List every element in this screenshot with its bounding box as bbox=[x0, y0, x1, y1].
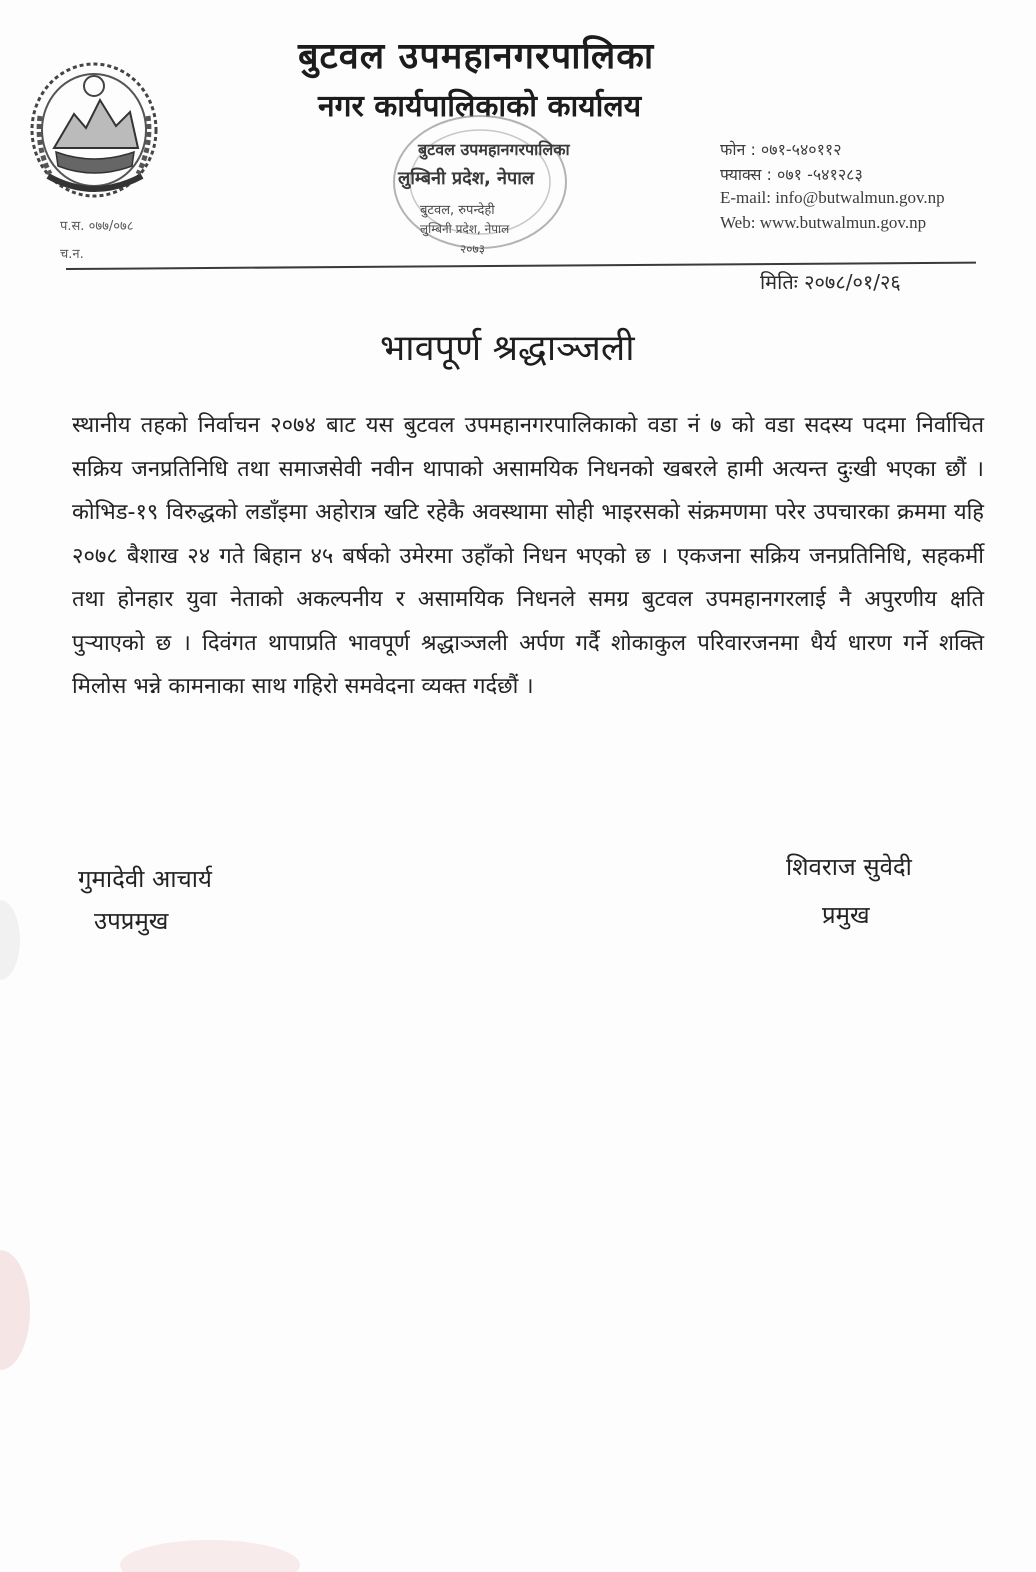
scan-smudge bbox=[0, 900, 20, 980]
mayor-title: प्रमुख bbox=[822, 901, 870, 929]
fax-number: फ्याक्स : ०७१ -५४१२८३ bbox=[720, 165, 863, 184]
stamp-text: २०७३ bbox=[460, 242, 485, 256]
condolence-body: स्थानीय तहको निर्वाचन २०७४ बाट यस बुटवल उपमहानगरपालिकाको वडा नं ७ को वडा सदस्य पदमा निर्वाचित सक्रिय जनप्रतिनिधि तथा समाजसेवी नवीन थापाको असामयिक निधनको खबरले हामी अत्यन्त दुःखी भएका छौं । कोभिड-१९ विरुद्धको लडाँइमा अहोरात्र खटि रहेकै अवस्थामा सोही भाइरसको संक्रमणमा परेर उपचारका क्रममा यहि २०७८ बैशाख २४ गते बिहान ४५ बर्षको उमेरमा उहाँको निधन भएको छ । एकजना सक्रिय जनप्रतिनिधि, सहकर्मी तथा होनहार युवा नेताको अकल्पनीय र असामयिक निधनले समग्र बुटवल उपमहानगरलाई नै अपुरणीय क्षति पुऱ्याएको छ । दिवंगत थापाप्रति भावपूर्ण श्रद्धाञ्जली अर्पण गर्दै शोकाकुल परिवारजनमा धैर्य धारण गर्ने शक्ति मिलोस भन्ने कामनाका साथ गहिरो समवेदना व्यक्त गर्दछौं । bbox=[72, 413, 984, 699]
stamp-text: लुम्बिनी प्रदेश, नेपाल bbox=[398, 168, 535, 189]
reference-number: प.स. ०७७/०७८ bbox=[60, 219, 134, 234]
office-name: नगर कार्यपालिकाको कार्यालय bbox=[318, 89, 642, 124]
stamp-text: लुम्बिनी प्रदेश, नेपाल bbox=[420, 222, 510, 236]
mayor-name: शिवराज सुवेदी bbox=[786, 853, 912, 881]
deputy-mayor-title: उपप्रमुख bbox=[94, 907, 169, 935]
stamp-text: बुटवल उपमहानगरपालिका bbox=[418, 140, 570, 159]
dispatch-number: च.न. bbox=[60, 247, 84, 262]
scan-smudge bbox=[120, 1540, 300, 1572]
organization-name: बुटवल उपमहानगरपालिका bbox=[298, 36, 655, 77]
phone-number: फोन : ०७१-५४०११२ bbox=[720, 140, 842, 159]
scan-smudge bbox=[0, 1250, 30, 1370]
deputy-mayor-name: गुमादेवी आचार्य bbox=[78, 865, 212, 893]
stamp-text: बुटवल, रुपन्देही bbox=[420, 203, 495, 218]
nepal-emblem-icon bbox=[26, 56, 162, 202]
email-address: E-mail: info@butwalmun.gov.np bbox=[720, 188, 945, 207]
notice-title: भावपूर्ण श्रद्धाञ्जली bbox=[380, 328, 635, 369]
website-address: Web: www.butwalmun.gov.np bbox=[720, 213, 927, 232]
letter-date: मितिः २०७८/०१/२६ bbox=[760, 270, 901, 294]
